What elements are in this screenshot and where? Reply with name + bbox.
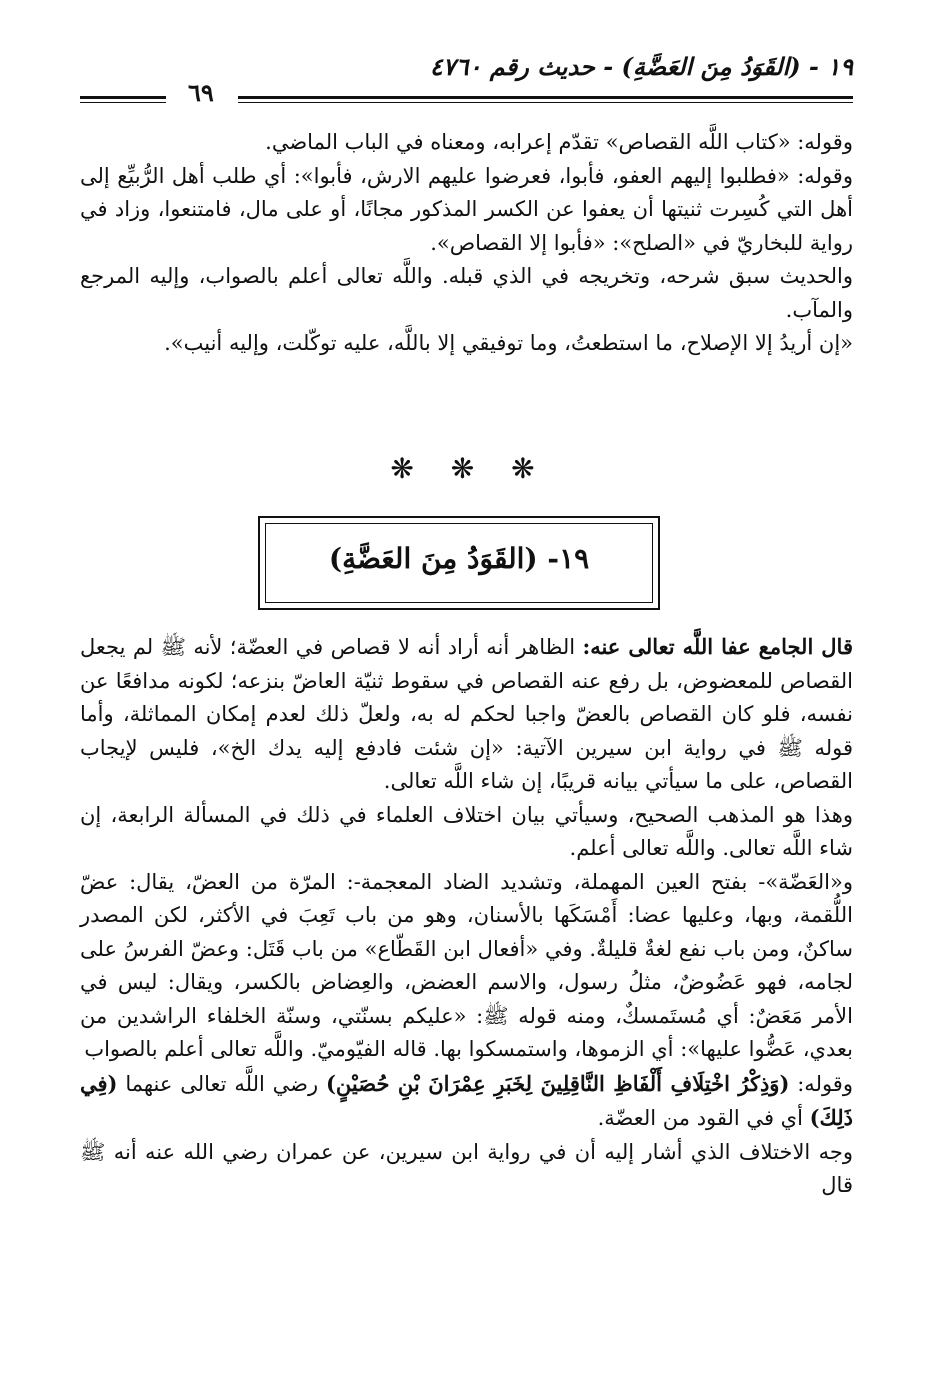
quoted-heading: (فِي ذَلِكَ)	[80, 1070, 853, 1130]
chapter-title: ١٩- (القَوَدُ مِنَ العَضَّةِ)	[328, 542, 590, 575]
paragraph: والحديث سبق شرحه، وتخريجه في الذي قبله. واللَّه تعالى أعلم بالصواب، وإليه المرجع والمآب.	[80, 264, 853, 322]
paragraph: وجه الاختلاف الذي أشار إليه أن في رواية ابن سيرين، عن عمران رضي الله عنه أنه ﷺ قال	[80, 1139, 853, 1197]
header-rule	[80, 102, 166, 103]
main-section	[80, 630, 853, 1203]
paragraph: و«العَضّة»- بفتح العين المهملة، وتشديد الضاد المعجمة-: المرّة من العضّ، يقال: عضّ اللُّقمة، وبها، وعليها عضا: أَمْسَكَها بالأسنان، وهو من باب تَعِبَ في الأكثر، لكن المصدر ساكنٌ، ومن باب نفع لغةٌ قليلةٌ. وفي «أفعال ابن القَطّاع» من باب قَتَل: وعضّ الفرسُ على لجامه، فهو عَضُوضٌ، مثلُ رسول، والاسم العضض، والعِضاض بالكسر، ويقال: ليس في الأمر مَعَضٌ: أي مُستَمسكٌ، ومنه قوله ﷺ: «عليكم بسنّتي، وسنّة الخلفاء الراشدين من بعدي، عَضُّوا عليها»: أي الزموها، واستمسكوا بها. قاله الفيّوميّ. واللَّه تعالى أعلم بالصواب	[80, 869, 853, 1061]
section-separator: ❋ ❋ ❋	[390, 452, 549, 485]
paragraph-text: رضي اللَّه تعالى عنهما	[117, 1071, 326, 1096]
top-section	[80, 126, 853, 361]
page-number: ٦٩	[188, 78, 214, 107]
paragraph: وقوله: «كتاب اللَّه القصاص» تقدّم إعرابه، ومعناه في الباب الماضي.	[265, 130, 853, 154]
header-rule	[238, 102, 853, 103]
paragraph: وقوله: «فطلبوا إليهم العفو، فأبوا، فعرضوا عليهم الارش، فأبوا»: أي طلب أهل الرُّبيِّع إلى أهل التي كُسِرت ثنيتها أن يعفوا عن الكسر المذكور مجانًا، أو على مال، فامتنعوا، وزاد في رواية للبخاريّ في «الصلح»: «فأبوا إلا القصاص».	[80, 163, 853, 255]
paragraph-text: الظاهر أنه أراد أنه لا قصاص في العضّة؛ لأنه ﷺ لم يجعل القصاص للمعضوض، بل رفع عنه القصاص في سقوط ثنيّة العاضّ بنزعه؛ لكونه مدافعًا عن نفسه، فلو كان القصاص بالعضّ واجبا لحكم له به، ولعلّ ذلك لعدم إمكان المماثلة، وأما قوله ﷺ في رواية ابن سيرين الآتية: «إن شئت فادفع إليه يدك الخ»، فليس لإيجاب القصاص، على ما سيأتي بيانه قريبًا، إن شاء اللَّه تعالى.	[80, 635, 853, 793]
chapter-heading-box	[258, 516, 660, 610]
paragraph: «إن أريدُ إلا الإصلاح، ما استطعتُ، وما توفيقي إلا باللَّه، عليه توكّلت، وإليه أنيب».	[164, 331, 853, 355]
paragraph-lead: قال الجامع عفا اللَّه تعالى عنه:	[582, 634, 853, 659]
paragraph: وهذا هو المذهب الصحيح، وسيأتي بيان اختلاف العلماء في ذلك في المسألة الرابعة، إن شاء اللَّه تعالى. واللَّه تعالى أعلم.	[80, 802, 853, 860]
running-title: ١٩ - (القَوَدُ مِنَ العَضَّةِ) - حديث رقم ٤٧٦٠	[429, 52, 853, 81]
page-header	[80, 52, 853, 106]
paragraph-text: أي في القود من العضّة.	[597, 1106, 810, 1130]
paragraph	[80, 1067, 853, 1136]
paragraph-text: وقوله:	[789, 1071, 853, 1096]
quoted-heading: (وَذِكْرُ اخْتِلَافِ أَلْفَاظِ النَّاقِلِينَ لِخَبَرِ عِمْرَانَ بْنِ حُصَيْنٍ)	[325, 1070, 790, 1096]
header-rule	[238, 96, 853, 99]
paragraph	[80, 630, 853, 799]
header-rule	[80, 96, 166, 99]
